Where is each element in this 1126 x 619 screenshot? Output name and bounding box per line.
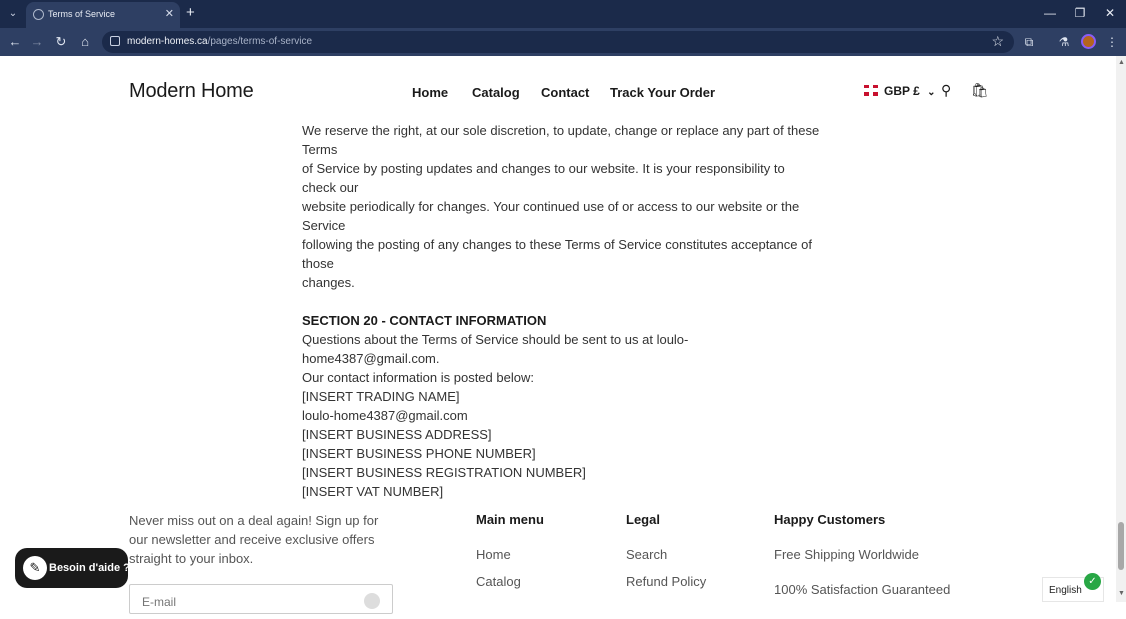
home-icon[interactable]: ⌂ xyxy=(81,34,89,49)
footer-link-satisfaction[interactable]: 100% Satisfaction Guaranteed xyxy=(774,582,951,597)
browser-tab[interactable] xyxy=(26,2,180,28)
site-logo[interactable]: Modern Home xyxy=(129,80,254,102)
footer-link-shipping[interactable]: Free Shipping Worldwide xyxy=(774,547,919,562)
submit-arrow-icon[interactable] xyxy=(364,593,380,609)
nav-contact[interactable]: Contact xyxy=(541,85,590,100)
cart-icon[interactable]: 🛍 xyxy=(971,82,989,98)
minimize-icon[interactable]: — xyxy=(1044,6,1056,20)
flask-icon[interactable]: ⚗ xyxy=(1058,35,1070,49)
uk-flag-icon xyxy=(864,85,878,96)
contact-line: Questions about the Terms of Service should be sent to us at loulo-home4387@gmail.com. xyxy=(302,332,689,366)
nav-track-order[interactable]: Track Your Order xyxy=(610,85,716,100)
footer-col-title: Legal xyxy=(626,512,660,527)
footer-col-title: Main menu xyxy=(476,512,544,527)
language-label: English xyxy=(1049,585,1082,596)
footer-link-search[interactable]: Search xyxy=(626,547,668,562)
search-icon[interactable]: ⚲ xyxy=(941,82,952,98)
contact-line: loulo-home4387@gmail.com xyxy=(302,408,468,423)
bookmark-star-icon[interactable]: ☆ xyxy=(991,33,1004,49)
forward-icon[interactable]: → xyxy=(30,34,44,49)
terms-line: website periodically for changes. Your continued use of or access to our website or the Service xyxy=(302,199,800,233)
globe-icon xyxy=(33,9,44,20)
window-close-icon[interactable]: ✕ xyxy=(1104,6,1116,20)
terms-line: changes. xyxy=(302,275,355,290)
page-scrollbar[interactable] xyxy=(1116,56,1126,602)
footer-link-refund[interactable]: Refund Policy xyxy=(626,574,707,589)
scroll-thumb[interactable] xyxy=(1118,522,1124,570)
browser-tabstrip xyxy=(0,0,1126,28)
reload-icon[interactable]: ↻ xyxy=(55,34,67,49)
restore-icon[interactable]: ❐ xyxy=(1074,6,1086,20)
footer-link-home[interactable]: Home xyxy=(476,547,511,562)
url-text: modern-homes.ca/pages/terms-of-service xyxy=(127,36,313,47)
email-input[interactable] xyxy=(130,585,360,619)
browser-toolbar xyxy=(0,28,1126,56)
contact-line: [INSERT VAT NUMBER] xyxy=(302,484,444,499)
terms-line: We reserve the right, at our sole discretion, to update, change or replace any part of these Terms xyxy=(302,123,820,157)
site-header xyxy=(0,56,1116,118)
back-icon[interactable]: ← xyxy=(8,34,22,49)
section-title: SECTION 20 - CONTACT INFORMATION xyxy=(302,313,547,328)
contact-line: [INSERT BUSINESS ADDRESS] xyxy=(302,427,492,442)
nav-catalog[interactable]: Catalog xyxy=(472,85,520,100)
terms-line: of Service by posting updates and changes to our website. It is your responsibility to check our xyxy=(302,161,785,195)
scroll-up-icon[interactable]: ▲ xyxy=(1118,59,1125,66)
footer-col-title: Happy Customers xyxy=(774,512,886,527)
newsletter-text: Never miss out on a deal again! Sign up for our newsletter and receive exclusive offers straight to your inbox. xyxy=(129,513,379,566)
nav-home[interactable]: Home xyxy=(412,85,449,100)
currency-selector[interactable] xyxy=(864,84,936,98)
footer-link-catalog[interactable]: Catalog xyxy=(476,574,521,589)
new-tab-icon[interactable]: + xyxy=(186,4,195,21)
chat-label: Besoin d'aide ? xyxy=(49,562,130,574)
newsletter-email-field[interactable] xyxy=(129,584,393,614)
profile-avatar[interactable] xyxy=(1081,34,1096,49)
menu-kebab-icon[interactable]: ⋮ xyxy=(1106,35,1118,49)
extensions-icon[interactable]: ⧉ xyxy=(1024,35,1034,49)
address-bar[interactable] xyxy=(102,31,1014,53)
contact-line: [INSERT TRADING NAME] xyxy=(302,389,460,404)
currency-label: GBP £ xyxy=(884,84,920,98)
chevron-down-icon: ⌄ xyxy=(927,87,936,98)
chat-bubble-icon: ✎ xyxy=(23,556,47,580)
contact-line: Our contact information is posted below: xyxy=(302,370,534,385)
translate-icon[interactable]: ✓ xyxy=(1084,573,1101,590)
tab-title: Terms of Service xyxy=(48,9,116,19)
scroll-down-icon[interactable]: ▼ xyxy=(1118,590,1125,597)
contact-line: [INSERT BUSINESS PHONE NUMBER] xyxy=(302,446,536,461)
site-info-icon[interactable] xyxy=(110,36,120,46)
tab-search-icon[interactable]: ⌄ xyxy=(8,8,18,19)
close-icon[interactable]: ✕ xyxy=(164,8,174,20)
terms-line: following the posting of any changes to these Terms of Service constitutes acceptance of those xyxy=(302,237,812,271)
contact-line: [INSERT BUSINESS REGISTRATION NUMBER] xyxy=(302,465,586,480)
terms-content xyxy=(302,121,822,501)
help-chat-button[interactable] xyxy=(15,548,128,588)
